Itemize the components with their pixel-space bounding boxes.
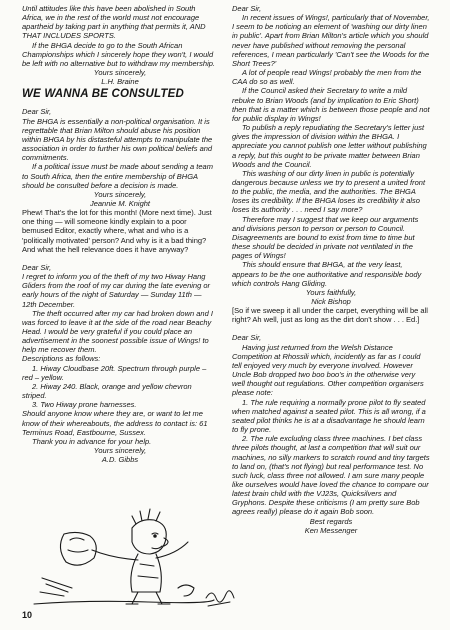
letter-paragraph: Having just returned from the Welsh Distance Competition at Rhossili which, incidently as far as I could tell enjoyed very much by everyone involved. However Uncle Bob dropped two boo boo's in the otherwise very well thought out regulations. Other competition organisers please note: [232, 342, 424, 398]
letter-signature: Ken Messenger [304, 525, 358, 535]
letter-paragraph: In recent issues of Wings!, particularly that of November, I seem to be noticing an element of 'washing our dirty linen in public'. Apart from Brian Milton's article which you should never have published without removing the personal references, I mean particularly 'Can't see the Woods for the Short Trees?' [232, 13, 430, 68]
letter-paragraph: Should anyone know where they are, or want to let me know of their whereabouts, the address to contact is: 61 Terminus Road, Eastbourne, Sussex. [22, 409, 208, 437]
rule-item: 1. The rule requiring a normally prone pilot to fly seated when matched against a seated pilot. This is all wrong, if a seated pilot thinks he is at a disadvantage he should learn to fly prone. [232, 397, 426, 435]
letter-salutation: Dear Sir, [22, 107, 52, 117]
editor-reply: Phew! That's the lot for this month! (More next time). Just one thing — will someone kindly explain to a poor bemused Editor, exactly where, what and who is a 'politically motivated' person? And why is it a bad thing? And what the hell relevance does it have anyway? [22, 208, 212, 254]
letter-closing: Yours sincerely, [93, 446, 147, 456]
letter-closing: Yours sincerely, [93, 68, 147, 78]
section-headline: WE WANNA BE CONSULTED [22, 88, 184, 101]
cartoon-illustration [28, 496, 218, 612]
list-item: 2. Hiway 240. Black, orange and yellow chevron striped. [22, 381, 192, 401]
letter-salutation: Dear Sir, [232, 4, 262, 13]
ground-line [34, 600, 214, 604]
figure-head [132, 520, 166, 554]
list-item: 3. Two Hiway prone harnesses. [32, 400, 137, 410]
letter-signature: L.H. Braine [101, 77, 139, 87]
letter-paragraph: The BHGA is essentially a non-political organisation. It is regrettable that Brian Milton should abuse his position within BHGA by his distasteful attempts to manipulate the association in order to further his own political beliefs and commitments. [22, 116, 213, 163]
letter-salutation: Dear Sir, [22, 262, 52, 272]
page-number: 10 [22, 610, 33, 620]
editor-reply: [So if we sweep it all under the carpet, everything will be all right? Ah well, just as long as the dirt don't show . . . Ed.] [232, 306, 428, 325]
letter-braine [22, 4, 218, 86]
letter-messenger [232, 333, 430, 534]
letter-paragraph: Therefore may I suggest that we keep our arguments and divisions person to person or person to Council. Disagreements are bound to exist from time to time but these should be decided in private not ventilated in the pages of Wings! [232, 214, 419, 261]
letter-closing: Yours faithfully, [305, 287, 357, 297]
letter-signature: Jeannie M. Knight [89, 198, 151, 208]
letter-closing: Yours sincerely, [93, 189, 147, 199]
letter-paragraph: A lot of people read Wings! probably the men from the CAA do so as well. [232, 68, 422, 87]
descriptions-heading: Descriptions as follows: [22, 354, 101, 364]
left-column [22, 4, 218, 464]
signature-doodle [202, 502, 236, 622]
letter-paragraph: If a political issue must be made about sending a team to South Africa, then the entire membership of BHGA should be consulted before a decision is made. [22, 162, 213, 190]
right-column [232, 4, 430, 535]
letter-signature: Nick Bishop [311, 297, 351, 306]
list-item: 1. Hiway Cloudbase 20ft. Spectrum through purple – red – yellow. [22, 363, 207, 382]
letter-paragraph: I regret to inform you of the theft of my two Hiway Hang Gliders from the roof of my car during the late evening or early hours of the night of Saturday — Sunday 11th — 12th December. [22, 272, 211, 309]
letter-paragraph: To publish a reply repudiating the Secretary's letter just gives the impression of division within the BHGA. I appreciate you cannot publish one letter without publishing a reply, but this ought to be private matter between Brian Woods and the Council. [232, 123, 427, 169]
letter-paragraph: This washing of our dirty linen in public is potentially dangerous because unless we try to present a united front to the public, the media, and the authorities. The BHGA loses its credibility. If the BHGA loses its credibility it also loses its authority . . . need I say more? [232, 168, 426, 215]
letter-paragraph: If the BHGA decide to go to the South African Championships which I sincerely hope they won't, I would be left with no alternative but to withdraw my membership. [22, 40, 216, 68]
letter-knight [22, 107, 218, 254]
sack-shape [60, 532, 96, 565]
letter-paragraph: The theft occurred after my car had broken down and I was forced to leave it at the side of the road near Beachy Head. I would be very grateful if you could place an advertisement in the soonest possible issue of Wings! to help me recover them. [22, 308, 213, 355]
letter-paragraph: This should ensure that BHGA, at the very least, appears to be the one authoritative and responsible body which controls Hang Gliding. [232, 260, 422, 288]
letter-thanks: Thank you in advance for your help. [32, 436, 152, 446]
letter-salutation: Dear Sir, [232, 333, 262, 343]
letter-closing: Best regards [309, 516, 353, 526]
letter-gibbs [22, 263, 218, 464]
letter-bishop [232, 4, 430, 324]
letter-signature: A.D. Gibbs [101, 455, 139, 465]
rule-item: 2. The rule excluding class three machines. I bet class three pilots thought, at last a competition that will suit our machines, no silly markers to scratch round and tiny targets to land on, (that's not flying) but real performance test. No such luck, class three not allowed. I am sure many people like ourselves would have loved the chance to compare our latest brain child with the VJ23s, Quicksilvers and Gryphons. Despite these criticisms (I am pretty sure Bob agrees really) please do it again Bob soon. [232, 434, 430, 517]
letter-paragraph: If the Council asked their Secretary to write a mild rebuke to Brian Woods (and by implication to Eric Short) then that is a matter which is between those people and not for public display in Wings! [232, 86, 430, 123]
letter-body: Until attitudes like this have been abolished in South Africa, we in the rest of the world must not encourage apartheid by taking part in anything that permits it, AND THAT INCLUDES SPORTS. [22, 4, 206, 41]
